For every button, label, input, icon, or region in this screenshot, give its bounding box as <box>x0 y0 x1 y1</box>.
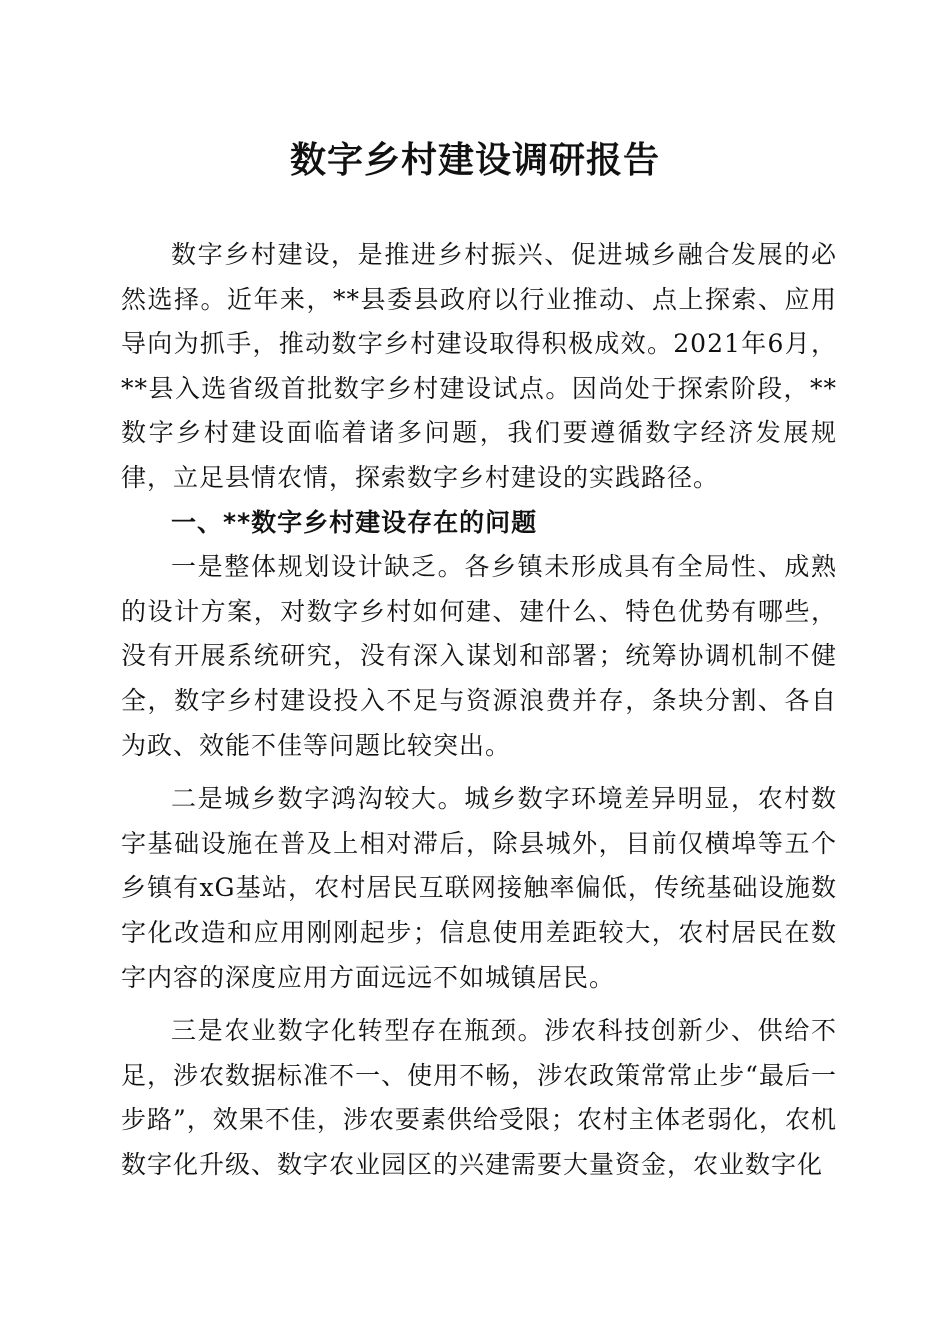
problem-paragraph-3 <box>121 1009 837 1187</box>
problem-text-3: 涉农科技创新少、供给不足，涉农数据标准不一、使用不畅，涉农政策常常止步“最后一步路”，效果不佳，涉农要素供给受限；农村主体老弱化，农机数字化升级、数字农业园区的兴建需要大量资金，农业数字化 <box>121 1016 837 1179</box>
intro-paragraph: 数字乡村建设，是推进乡村振兴、促进城乡融合发展的必然选择。近年来，**县委县政府以行业推动、点上探索、应用导向为抓手，推动数字乡村建设取得积极成效。2021年6月，**县入选省级首批数字乡村建设试点。因尚处于探索阶段，**数字乡村建设面临着诸多问题，我们要遵循数字经济发展规律，立足县情农情，探索数字乡村建设的实践路径。 <box>121 240 837 492</box>
document-title: 数字乡村建设调研报告 <box>289 139 660 181</box>
section-heading: 一、**数字乡村建设存在的问题 <box>171 507 538 537</box>
problem-paragraph-1 <box>121 545 837 768</box>
problem-lead-2: 二是城乡数字鸿沟较大。 <box>171 784 465 814</box>
problem-text-2: 城乡数字环境差异明显，农村数字基础设施在普及上相对滞后，除县城外，目前仅横埠等五个乡镇有xG基站，农村居民互联网接触率偏低，传统基础设施数字化改造和应用刚刚起步；信息使用差距较大，农村居民在数字内容的深度应用方面远远不如城镇居民。 <box>121 784 837 992</box>
problem-paragraph-2 <box>121 777 837 1000</box>
problem-lead-1: 一是整体规划设计缺乏。 <box>171 552 465 582</box>
problem-text-1: 各乡镇未形成具有全局性、成熟的设计方案，对数字乡村如何建、建什么、特色优势有哪些，没有开展系统研究，没有深入谋划和部署；统筹协调机制不健全，数字乡村建设投入不足与资源浪费并存，条块分割、各自为政、效能不佳等问题比较突出。 <box>121 552 837 760</box>
problem-lead-3: 三是农业数字化转型存在瓶颈。 <box>171 1016 545 1046</box>
document-body <box>121 233 837 1187</box>
